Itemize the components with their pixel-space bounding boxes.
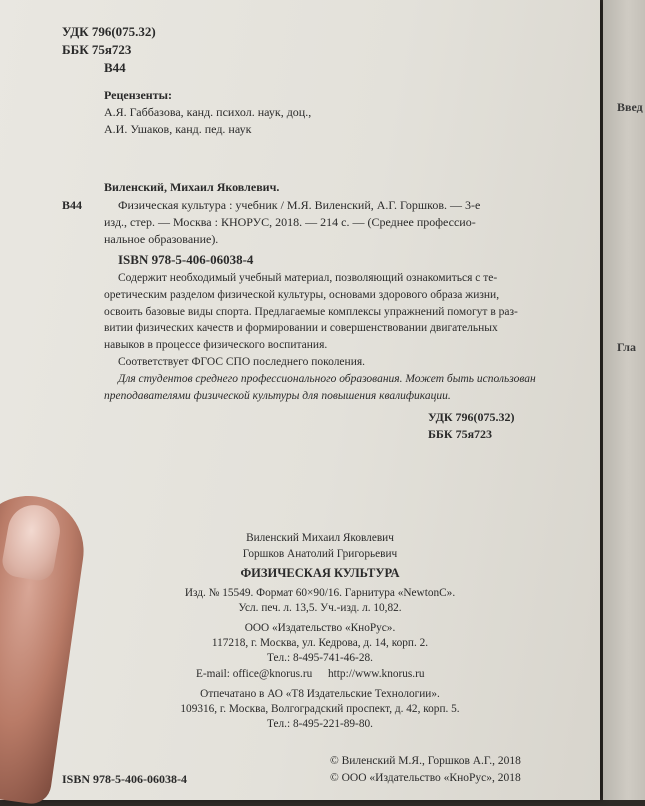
- udk-repeat: УДК 796(075.32): [428, 410, 515, 424]
- adjacent-page: [603, 0, 645, 800]
- imprint-author: Горшков Анатолий Григорьевич: [242, 548, 398, 560]
- standard-note: Соответствует ФГОС СПО последнего поколения.: [118, 356, 366, 368]
- author-mark: В44: [104, 60, 126, 75]
- bbk-code: ББК 75я723: [62, 42, 132, 57]
- adjacent-page-text: Гла: [617, 340, 637, 354]
- imprint-edition: Усл. печ. л. 13,5. Уч.-изд. л. 10,82.: [238, 602, 402, 614]
- audience-note: преподавателями физической культуры для повышения квалификации.: [104, 390, 451, 402]
- bib-line: Физическая культура : учебник / М.Я. Виленский, А.Г. Горшков. — 3-е: [118, 198, 481, 212]
- reviewer-item: А.Я. Габбазова, канд. психол. наук, доц.,: [104, 105, 312, 119]
- reviewer-item: А.И. Ушаков, канд. пед. наук: [104, 122, 252, 136]
- bib-isbn: ISBN 978-5-406-06038-4: [118, 252, 254, 267]
- imprint-publisher: ООО «Издательство «КноРус».: [244, 622, 396, 634]
- bib-author-mark: В44: [62, 198, 83, 212]
- imprint-email: E-mail: office@knorus.ru: [196, 668, 313, 680]
- footer-isbn: ISBN 978-5-406-06038-4: [62, 772, 187, 786]
- imprint-printed: Отпечатано в АО «Т8 Издательские Технологии».: [200, 688, 440, 700]
- imprint-printer-address: 109316, г. Москва, Волгоградский проспект, д. 42, корп. 5.: [180, 703, 460, 715]
- imprint-title: ФИЗИЧЕСКАЯ КУЛЬТУРА: [240, 566, 400, 580]
- imprint-address: 117218, г. Москва, ул. Кедрова, д. 14, корп. 2.: [211, 637, 429, 649]
- bbk-repeat: ББК 75я723: [428, 427, 493, 441]
- imprint-printer-phone: Тел.: 8-495-221-89-80.: [267, 718, 373, 730]
- annotation-line: оретическим разделом физической культуры, основами здорового образа жизни,: [104, 289, 500, 301]
- annotation-line: освоить базовые виды спорта. Предлагаемые комплексы упражнений помогут в раз-: [104, 306, 518, 318]
- imprint-author: Виленский Михаил Яковлевич: [246, 532, 394, 544]
- adjacent-page-text: Введ: [617, 100, 643, 114]
- annotation-line: навыков в процессе физического воспитания.: [104, 339, 328, 351]
- imprint-edition: Изд. № 15549. Формат 60×90/16. Гарнитура «NewtonC».: [184, 587, 456, 599]
- audience-note: Для студентов среднего профессионального образования. Может быть использован: [118, 373, 536, 385]
- copyright-line: © ООО «Издательство «КноРус», 2018: [330, 772, 521, 784]
- reviewers-title: Рецензенты:: [104, 88, 172, 102]
- udk-code: УДК 796(075.32): [62, 24, 156, 39]
- annotation-line: Содержит необходимый учебный материал, позволяющий ознакомиться с те-: [118, 272, 498, 284]
- annotation-line: витии физических качеств и формировании и совершенствовании двигательных: [104, 322, 498, 334]
- copyright-line: © Виленский М.Я., Горшков А.Г., 2018: [330, 755, 521, 767]
- imprint-website: http://www.knorus.ru: [328, 668, 425, 680]
- bib-author: Виленский, Михаил Яковлевич.: [104, 180, 280, 194]
- imprint-phone: Тел.: 8-495-741-46-28.: [267, 652, 373, 664]
- bib-line: изд., стер. — Москва : КНОРУС, 2018. — 214 с. — (Среднее профессио-: [104, 215, 476, 229]
- bib-line: нальное образование).: [104, 232, 219, 246]
